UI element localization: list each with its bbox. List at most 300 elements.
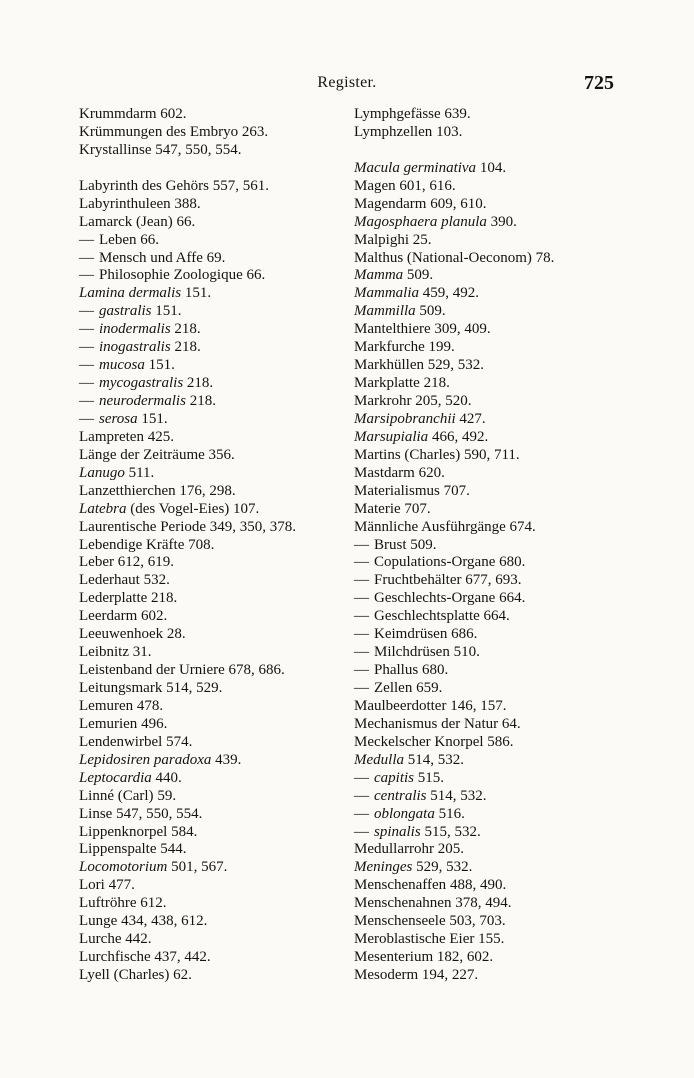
entry-pages: 680. bbox=[499, 554, 526, 571]
entry-term: Geschlechtsplatte bbox=[374, 608, 480, 625]
index-entry bbox=[354, 949, 616, 967]
entry-dash: — bbox=[79, 267, 94, 284]
entry-term: Lori bbox=[79, 877, 105, 894]
entry-pages: 439. bbox=[215, 751, 242, 768]
entry-pages: 488, 490. bbox=[449, 877, 507, 894]
entry-pages: 218. bbox=[174, 339, 201, 356]
index-entry bbox=[79, 824, 341, 842]
entry-term: Menschenahnen bbox=[354, 895, 452, 912]
entry-term: Brust bbox=[374, 536, 407, 553]
entry-term: Lamina dermalis bbox=[79, 285, 182, 302]
entry-term: Milchdrüsen bbox=[374, 644, 450, 661]
entry-dash: — bbox=[354, 787, 369, 804]
entry-pages: 602. bbox=[160, 106, 187, 122]
entry-term: Martins (Charles) bbox=[354, 446, 461, 463]
index-entry bbox=[354, 626, 616, 644]
entry-term: Mamma bbox=[354, 267, 404, 284]
entry-pages: 437, 442. bbox=[154, 949, 211, 966]
entry-term: Meckelscher Knorpel bbox=[354, 733, 484, 750]
index-entry bbox=[354, 429, 616, 447]
index-entry bbox=[79, 375, 341, 393]
entry-dash: — bbox=[354, 662, 369, 679]
entry-term: Lyell (Charles) bbox=[79, 967, 170, 983]
index-entry bbox=[354, 339, 616, 357]
entry-pages: 205, 520. bbox=[415, 393, 472, 409]
entry-pages: 529, 532. bbox=[427, 357, 484, 374]
index-entry bbox=[79, 411, 341, 429]
entry-term: Leitungsmark bbox=[79, 680, 163, 696]
index-entry bbox=[79, 859, 341, 877]
index-entry bbox=[79, 698, 341, 716]
entry-term: Mastdarm bbox=[354, 464, 415, 481]
index-entry bbox=[354, 250, 616, 268]
entry-term: Macula germinativa bbox=[354, 159, 477, 176]
entry-pages: 532. bbox=[143, 572, 170, 589]
entry-term: Materie bbox=[354, 500, 401, 517]
entry-term: Lanugo bbox=[79, 464, 125, 481]
entry-pages: 440. bbox=[155, 769, 182, 786]
entry-pages: 707. bbox=[404, 500, 431, 517]
index-entry bbox=[354, 178, 616, 196]
entry-term: inogastralis bbox=[99, 339, 171, 356]
running-header: Register. bbox=[317, 74, 377, 91]
index-entry bbox=[79, 734, 341, 752]
entry-pages: 686. bbox=[451, 626, 478, 643]
entry-term: Mammalia bbox=[354, 285, 419, 302]
entry-pages: 155. bbox=[478, 931, 505, 948]
index-entry bbox=[354, 734, 616, 752]
entry-pages: 151. bbox=[155, 303, 182, 320]
entry-term: Labyrinth des Gehörs bbox=[79, 177, 209, 194]
entry-dash: — bbox=[354, 769, 369, 786]
entry-term: Lurchfische bbox=[79, 949, 151, 966]
index-entry bbox=[354, 752, 616, 770]
index-entry bbox=[354, 806, 616, 824]
entry-pages: 69. bbox=[206, 249, 226, 266]
index-entry bbox=[79, 339, 341, 357]
entry-pages: 66. bbox=[140, 231, 159, 248]
entry-pages: 427. bbox=[459, 410, 486, 427]
entry-term: Lemurien bbox=[79, 715, 138, 732]
index-entry bbox=[354, 680, 616, 698]
entry-pages: 62. bbox=[173, 967, 192, 983]
index-entry bbox=[79, 752, 341, 770]
entry-pages: 664. bbox=[499, 590, 526, 607]
index-entry bbox=[79, 232, 341, 250]
entry-pages: 146, 157. bbox=[450, 697, 507, 714]
entry-pages: 677, 693. bbox=[465, 572, 522, 589]
entry-term: Krummdarm bbox=[79, 106, 157, 122]
index-entry bbox=[79, 519, 341, 537]
index-column-left bbox=[79, 106, 341, 985]
entry-term: Lunge bbox=[79, 913, 118, 930]
entry-term: Latebra bbox=[79, 500, 127, 517]
index-entry bbox=[79, 716, 341, 734]
entry-pages: 544. bbox=[160, 841, 187, 858]
entry-dash: — bbox=[354, 823, 369, 840]
index-entry bbox=[354, 267, 616, 285]
entry-pages: 707. bbox=[443, 482, 470, 499]
index-entry bbox=[79, 393, 341, 411]
entry-dash: — bbox=[354, 608, 369, 625]
index-entry bbox=[354, 321, 616, 339]
entry-pages: 514, 532. bbox=[407, 751, 464, 768]
entry-pages: 529, 532. bbox=[416, 859, 473, 876]
entry-term: Länge der Zeiträume bbox=[79, 446, 205, 463]
entry-pages: 557, 561. bbox=[212, 177, 269, 194]
entry-dash: — bbox=[79, 231, 94, 248]
entry-term: inodermalis bbox=[99, 321, 171, 338]
entry-pages: 194, 227. bbox=[421, 967, 479, 983]
entry-pages: 639. bbox=[444, 106, 471, 122]
entry-term: Labyrinthuleen bbox=[79, 195, 171, 212]
index-entry bbox=[79, 913, 341, 931]
index-entry bbox=[79, 662, 341, 680]
entry-pages: 31. bbox=[132, 644, 152, 661]
entry-pages: 708. bbox=[188, 536, 215, 553]
index-entry bbox=[79, 196, 341, 214]
page-number: 725 bbox=[584, 72, 614, 94]
entry-dash: — bbox=[79, 249, 94, 266]
entry-pages: 680. bbox=[421, 662, 449, 679]
entry-dash: — bbox=[354, 680, 369, 696]
entry-pages: 459, 492. bbox=[422, 285, 479, 302]
index-entry bbox=[79, 895, 341, 913]
index-entry bbox=[79, 250, 341, 268]
entry-pages: 515, 532. bbox=[424, 823, 481, 840]
entry-term: Leben bbox=[99, 231, 137, 248]
entry-term: Materialismus bbox=[354, 482, 440, 499]
entry-term: serosa bbox=[99, 410, 138, 427]
entry-pages: 574. bbox=[166, 733, 193, 750]
entry-pages: 501, 567. bbox=[171, 859, 228, 876]
index-entry bbox=[79, 680, 341, 698]
index-entry bbox=[354, 285, 616, 303]
index-entry bbox=[79, 572, 341, 590]
index-entry bbox=[79, 214, 341, 232]
entry-term: Magosphaera planula bbox=[354, 213, 487, 230]
entry-dash: — bbox=[79, 410, 94, 427]
entry-term: Lederhaut bbox=[79, 572, 140, 589]
entry-term: Lymphgefässe bbox=[354, 106, 441, 122]
entry-term: Mechanismus der Natur bbox=[354, 715, 499, 732]
index-entry bbox=[354, 537, 616, 555]
entry-pages: 218. bbox=[151, 590, 178, 607]
entry-pages: 182, 602. bbox=[436, 949, 494, 966]
section-gap bbox=[354, 142, 616, 160]
entry-term: Leptocardia bbox=[79, 769, 152, 786]
entry-term: Geschlechts-Organe bbox=[374, 590, 496, 607]
index-entry bbox=[354, 357, 616, 375]
entry-pages: 584. bbox=[171, 823, 198, 840]
entry-term: Laurentische Periode bbox=[79, 518, 207, 535]
entry-dash: — bbox=[354, 536, 369, 553]
index-entry bbox=[79, 178, 341, 196]
index-entry bbox=[79, 429, 341, 447]
index-entry bbox=[354, 895, 616, 913]
entry-pages: 612, 619. bbox=[117, 554, 174, 571]
index-entry bbox=[354, 967, 616, 985]
entry-pages: 218. bbox=[423, 375, 450, 392]
entry-term: Leber bbox=[79, 554, 114, 571]
entry-term: oblongata bbox=[374, 805, 435, 822]
entry-pages: 602. bbox=[141, 608, 168, 625]
index-entry bbox=[79, 806, 341, 824]
entry-term: Zellen bbox=[374, 680, 413, 696]
index-entry bbox=[354, 465, 616, 483]
entry-pages: 664. bbox=[483, 608, 510, 625]
entry-term: Copulations-Organe bbox=[374, 554, 496, 571]
entry-term: Maulbeerdotter bbox=[354, 697, 447, 714]
entry-term: Lippenspalte bbox=[79, 841, 157, 858]
index-entry bbox=[354, 447, 616, 465]
index-entry bbox=[354, 608, 616, 626]
entry-term: capitis bbox=[374, 769, 414, 786]
entry-pages: 104. bbox=[479, 159, 507, 176]
entry-term: Markplatte bbox=[354, 375, 420, 392]
entry-pages: 378, 494. bbox=[455, 895, 512, 912]
entry-term: Markrohr bbox=[354, 393, 412, 409]
index-entry bbox=[354, 644, 616, 662]
entry-term: Leerdarm bbox=[79, 608, 138, 625]
entry-term: Medullarrohr bbox=[354, 841, 434, 858]
entry-pages: 674. bbox=[509, 518, 536, 535]
entry-term: Phallus bbox=[374, 662, 419, 679]
entry-pages: 425. bbox=[147, 428, 174, 445]
entry-term: Krystallinse bbox=[79, 141, 152, 158]
entry-term: Lippenknorpel bbox=[79, 823, 168, 840]
entry-pages: (des Vogel-Eies) 107. bbox=[130, 500, 260, 517]
entry-pages: 78. bbox=[535, 249, 555, 266]
entry-pages: 620. bbox=[418, 464, 445, 481]
entry-term: Lepidosiren paradoxa bbox=[79, 751, 212, 768]
index-entry bbox=[354, 303, 616, 321]
entry-pages: 66. bbox=[246, 267, 266, 284]
entry-term: Lamarck (Jean) bbox=[79, 213, 173, 230]
entry-pages: 510. bbox=[453, 644, 480, 661]
index-entry bbox=[79, 554, 341, 572]
index-entry bbox=[354, 931, 616, 949]
entry-term: Markfurche bbox=[354, 339, 425, 356]
entry-term: Lebendige Kräfte bbox=[79, 536, 185, 553]
entry-term: Mammilla bbox=[354, 303, 416, 320]
entry-pages: 601, 616. bbox=[399, 177, 456, 194]
entry-term: Mantelthiere bbox=[354, 321, 431, 338]
entry-pages: 388. bbox=[174, 195, 201, 212]
entry-pages: 511. bbox=[128, 464, 155, 481]
index-entry bbox=[354, 590, 616, 608]
entry-term: Meninges bbox=[354, 859, 413, 876]
entry-term: Malthus (National-Oeconom) bbox=[354, 249, 532, 266]
entry-pages: 515. bbox=[417, 769, 444, 786]
entry-term: neurodermalis bbox=[99, 393, 186, 409]
entry-pages: 586. bbox=[487, 733, 514, 750]
entry-term: Meroblastische Eier bbox=[354, 931, 475, 948]
entry-term: Magendarm bbox=[354, 195, 427, 212]
index-entry bbox=[354, 698, 616, 716]
entry-pages: 590, 711. bbox=[463, 446, 520, 463]
entry-pages: 612. bbox=[140, 895, 167, 912]
entry-dash: — bbox=[79, 321, 94, 338]
index-entry bbox=[354, 841, 616, 859]
entry-pages: 659. bbox=[416, 680, 443, 696]
index-entry bbox=[354, 124, 616, 142]
entry-term: Mensch und Affe bbox=[99, 249, 203, 266]
entry-term: Medulla bbox=[354, 751, 404, 768]
index-entry bbox=[354, 411, 616, 429]
entry-term: Philosophie Zoologique bbox=[99, 267, 243, 284]
index-entry bbox=[79, 447, 341, 465]
index-entry bbox=[79, 877, 341, 895]
index-entry bbox=[354, 572, 616, 590]
entry-pages: 434, 438, 612. bbox=[121, 913, 208, 930]
entry-term: Leeuwenhoek bbox=[79, 626, 164, 643]
index-entry bbox=[354, 483, 616, 501]
index-entry bbox=[354, 877, 616, 895]
entry-pages: 609, 610. bbox=[430, 195, 487, 212]
entry-dash: — bbox=[354, 572, 369, 589]
entry-term: Lymphzellen bbox=[354, 123, 433, 140]
index-entry bbox=[79, 124, 341, 142]
index-entry bbox=[79, 267, 341, 285]
index-entry bbox=[354, 501, 616, 519]
entry-term: Mesenterium bbox=[354, 949, 434, 966]
entry-pages: 64. bbox=[501, 715, 521, 732]
index-entry bbox=[354, 788, 616, 806]
index-entry bbox=[79, 608, 341, 626]
entry-pages: 516. bbox=[438, 805, 465, 822]
entry-pages: 28. bbox=[166, 626, 186, 643]
entry-pages: 390. bbox=[490, 213, 517, 230]
index-entry bbox=[79, 483, 341, 501]
entry-term: mucosa bbox=[99, 357, 145, 374]
entry-dash: — bbox=[79, 357, 94, 374]
index-entry bbox=[79, 537, 341, 555]
entry-pages: 466, 492. bbox=[431, 428, 489, 445]
index-entry bbox=[354, 232, 616, 250]
entry-term: Lampreten bbox=[79, 428, 144, 445]
entry-term: Lederplatte bbox=[79, 590, 148, 607]
index-entry bbox=[354, 375, 616, 393]
entry-pages: 496. bbox=[141, 715, 168, 732]
entry-term: Marsipobranchii bbox=[354, 410, 456, 427]
entry-pages: 356. bbox=[208, 446, 235, 463]
entry-dash: — bbox=[354, 626, 369, 643]
index-entry bbox=[354, 519, 616, 537]
index-entry bbox=[354, 824, 616, 842]
index-entry bbox=[354, 160, 616, 178]
index-column-right bbox=[354, 106, 616, 985]
index-entry bbox=[79, 357, 341, 375]
entry-pages: 509. bbox=[410, 536, 437, 553]
index-entry bbox=[79, 841, 341, 859]
entry-pages: 514, 529. bbox=[166, 680, 223, 696]
entry-pages: 218. bbox=[174, 321, 201, 338]
entry-term: centralis bbox=[374, 787, 427, 804]
entry-pages: 263. bbox=[241, 123, 269, 140]
entry-pages: 218. bbox=[186, 375, 214, 392]
entry-pages: 547, 550, 554. bbox=[155, 141, 242, 158]
entry-term: mycogastralis bbox=[99, 375, 184, 392]
entry-pages: 218. bbox=[189, 393, 216, 409]
index-entry bbox=[79, 626, 341, 644]
entry-term: Fruchtbehälter bbox=[374, 572, 462, 589]
index-entry bbox=[79, 931, 341, 949]
index-entry bbox=[354, 716, 616, 734]
entry-term: Mesoderm bbox=[354, 967, 419, 983]
entry-pages: 59. bbox=[157, 787, 177, 804]
entry-pages: 678, 686. bbox=[228, 662, 285, 679]
index-entry bbox=[354, 859, 616, 877]
entry-term: Linse bbox=[79, 805, 113, 822]
entry-pages: 205. bbox=[437, 841, 464, 858]
entry-pages: 547, 550, 554. bbox=[116, 805, 203, 822]
entry-pages: 199. bbox=[428, 339, 455, 356]
entry-pages: 478. bbox=[136, 697, 164, 714]
entry-dash: — bbox=[79, 375, 94, 392]
entry-pages: 509. bbox=[406, 267, 434, 284]
entry-term: spinalis bbox=[374, 823, 421, 840]
index-entry bbox=[79, 644, 341, 662]
entry-term: Magen bbox=[354, 177, 396, 194]
index-entry bbox=[79, 590, 341, 608]
entry-dash: — bbox=[354, 805, 369, 822]
entry-term: gastralis bbox=[99, 303, 152, 320]
entry-pages: 442. bbox=[125, 931, 152, 948]
index-entry bbox=[79, 949, 341, 967]
entry-pages: 176, 298. bbox=[179, 482, 236, 499]
index-entry bbox=[354, 662, 616, 680]
entry-pages: 103. bbox=[436, 123, 463, 140]
index-entry bbox=[79, 106, 341, 124]
entry-term: Leibnitz bbox=[79, 644, 129, 661]
entry-term: Markhüllen bbox=[354, 357, 424, 374]
entry-pages: 509. bbox=[419, 303, 446, 320]
entry-term: Linné (Carl) bbox=[79, 787, 154, 804]
entry-term: Marsupialia bbox=[354, 428, 429, 445]
entry-pages: 503, 703. bbox=[449, 913, 506, 930]
index-entry bbox=[354, 196, 616, 214]
entry-pages: 66. bbox=[176, 213, 196, 230]
entry-pages: 349, 350, 378. bbox=[209, 518, 297, 535]
entry-term: Locomotorium bbox=[79, 859, 168, 876]
entry-dash: — bbox=[79, 393, 94, 409]
index-entry bbox=[79, 788, 341, 806]
entry-term: Lendenwirbel bbox=[79, 733, 163, 750]
entry-term: Lemuren bbox=[79, 697, 134, 714]
entry-pages: 514, 532. bbox=[430, 787, 487, 804]
entry-term: Keimdrüsen bbox=[374, 626, 448, 643]
entry-dash: — bbox=[354, 644, 369, 661]
entry-pages: 151. bbox=[141, 410, 168, 427]
index-entry bbox=[79, 967, 341, 985]
entry-term: Malpighi bbox=[354, 231, 409, 248]
entry-term: Luftröhre bbox=[79, 895, 137, 912]
entry-term: Männliche Ausführgänge bbox=[354, 518, 506, 535]
entry-dash: — bbox=[354, 554, 369, 571]
index-entry bbox=[354, 106, 616, 124]
entry-term: Leistenband der Urniere bbox=[79, 662, 225, 679]
entry-term: Menschenaffen bbox=[354, 877, 447, 894]
index-entry bbox=[354, 913, 616, 931]
entry-pages: 151. bbox=[148, 357, 175, 374]
entry-pages: 151. bbox=[184, 285, 212, 302]
index-entry bbox=[79, 770, 341, 788]
index-entry bbox=[354, 214, 616, 232]
entry-term: Lurche bbox=[79, 931, 122, 948]
entry-dash: — bbox=[79, 339, 94, 356]
index-entry bbox=[354, 393, 616, 411]
